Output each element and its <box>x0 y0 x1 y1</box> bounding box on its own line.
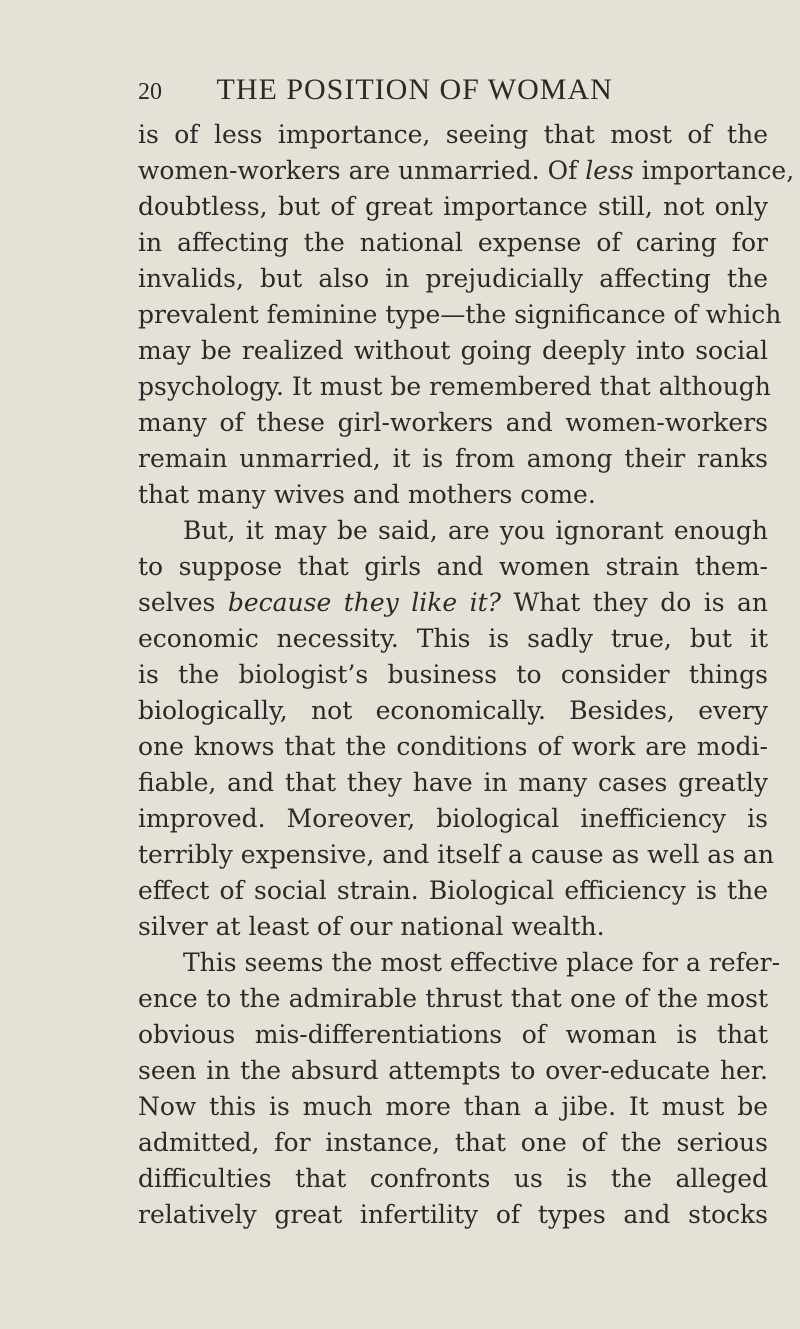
text-line: This seems the most effective place for a refer- <box>183 948 781 977</box>
text-line: admitted, for instance, that one of the serious <box>138 1128 768 1157</box>
text-line: improved. Moreover, biological inefficiency is <box>138 804 768 833</box>
text-line: Now this is much more than a jibe. It must be <box>138 1092 768 1121</box>
text-line: remain unmarried, it is from among their ranks <box>138 444 768 473</box>
text-line: invalids, but also in prejudicially affecting the <box>138 264 768 293</box>
text-line: doubtless, but of great importance still, not only <box>138 192 768 221</box>
text-line: relatively great infertility of types and stocks <box>138 1200 768 1229</box>
text-line: terribly expensive, and itself a cause as well as an <box>138 840 774 869</box>
text-line: biologically, not economically. Besides, every <box>138 696 768 725</box>
text-line: to suppose that girls and women strain them- <box>138 552 768 581</box>
text-line: ence to the admirable thrust that one of the most <box>138 984 768 1013</box>
text-line: is the biologist’s business to consider things <box>138 660 768 689</box>
text-line: is of less importance, seeing that most of the <box>138 120 768 149</box>
text-line: selves because they like it? What they do is an <box>138 588 769 617</box>
page-number: 20 <box>138 79 162 105</box>
text-line: But, it may be said, are you ignorant enough <box>183 516 768 545</box>
text-line: economic necessity. This is sadly true, but it <box>138 624 768 653</box>
text-line: fiable, and that they have in many cases greatly <box>138 768 768 797</box>
text-line: silver at least of our national wealth. <box>138 912 605 941</box>
text-line: many of these girl-workers and women-workers <box>138 408 768 437</box>
text-line: may be realized without going deeply into social <box>138 336 768 365</box>
text-line: one knows that the conditions of work are modi- <box>138 732 768 761</box>
text-line: psychology. It must be remembered that although <box>138 372 771 401</box>
text-line: that many wives and mothers come. <box>138 480 596 509</box>
text-line: women-workers are unmarried. Of less importance, <box>138 156 795 185</box>
text-line: seen in the absurd attempts to over-educate her. <box>138 1056 768 1085</box>
text-line: prevalent feminine type—the significance of which <box>138 300 782 329</box>
running-title: THE POSITION OF WOMAN <box>216 73 613 106</box>
text-line: obvious mis-differentiations of woman is that <box>138 1020 768 1049</box>
text-line: difficulties that confronts us is the alleged <box>138 1164 768 1193</box>
text-line: effect of social strain. Biological efficiency is the <box>138 876 768 905</box>
text-line: in affecting the national expense of caring for <box>138 228 768 257</box>
